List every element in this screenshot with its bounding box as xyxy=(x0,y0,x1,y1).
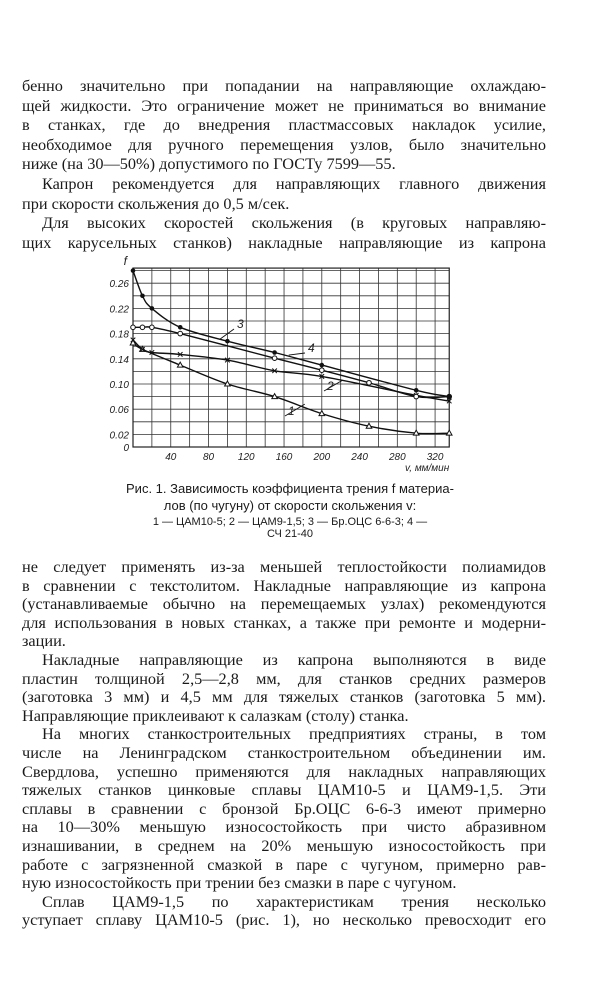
y-axis-label: f xyxy=(123,254,127,269)
text-line: уступает сплаву ЦАМ10-5 (рис. 1), но несколько превосходит его xyxy=(22,910,546,930)
data-point-open-circle xyxy=(320,368,325,373)
text-line: бенно значительно при попадании на направляющие охлаждаю- xyxy=(22,76,546,95)
x-tick-label: 40 xyxy=(165,452,177,463)
data-point-open-circle xyxy=(140,325,145,330)
text-line: щих карусельных станков) накладные направляющие из капрона xyxy=(22,232,546,252)
body-text-top xyxy=(22,76,546,252)
text-line: при скорости скольжения до 0,5 м/сек. xyxy=(22,193,290,213)
x-tick-label: 320 xyxy=(426,452,444,463)
data-point-open-circle xyxy=(178,331,183,336)
text-line: числе на Ленинградском станкостроительном объединении им. xyxy=(22,742,546,762)
data-point-triangle xyxy=(177,362,183,367)
text-line: на 10—30% меньшую износостойкость при чисто абразивном xyxy=(22,817,546,837)
data-point-filled-circle xyxy=(140,294,145,299)
y-tick-label: 0.14 xyxy=(109,354,129,366)
text-line: Накладные направляющие из капрона выполняются в виде xyxy=(42,649,546,669)
data-point-triangle xyxy=(446,430,452,435)
text-line: изнашивании, в среднем на 20% меньшую износостойкость при xyxy=(22,835,546,855)
x-tick-label: 80 xyxy=(202,452,215,463)
text-line: необходимое для ручного перемещения узлов, было значительно xyxy=(22,134,546,154)
x-axis-label: v, мм/мин xyxy=(405,463,450,474)
text-line: сплавы в сравнении с бронзой Бр.ОЦС 6-6-3 имеют примерно xyxy=(22,798,546,818)
friction-chart xyxy=(95,248,495,483)
curve-label-4: 4 xyxy=(308,341,315,355)
y-tick-label: 0.18 xyxy=(109,329,129,341)
y-tick-label: 0.06 xyxy=(109,405,129,417)
data-point-filled-circle xyxy=(225,339,230,344)
x-tick-label: 120 xyxy=(237,452,255,463)
text-line: (заготовка 3 мм) и 4,5 мм для тяжелых станков (заготовка 5 мм). xyxy=(22,687,546,707)
data-point-filled-circle xyxy=(320,363,325,368)
data-point-filled-circle xyxy=(178,325,183,330)
text-line: не следует применять из-за меньшей теплостойкости полиамидов xyxy=(22,557,546,576)
text-line: зации. xyxy=(22,631,66,651)
data-point-filled-circle xyxy=(150,306,155,311)
text-line: ную износостойкость при трении без смазки в паре с чугуном. xyxy=(22,873,457,893)
data-point-triangle xyxy=(319,411,325,416)
curve-label-leader xyxy=(220,329,234,339)
x-tick-label: 160 xyxy=(275,452,293,463)
caption-line-1: Рис. 1. Зависимость коэффициента трения f материа- xyxy=(126,481,454,496)
y-tick-label: 0 xyxy=(123,443,129,454)
text-line: тяжелых станков цинковые сплавы ЦАМ10-5 и ЦАМ9-1,5. Эти xyxy=(22,780,546,800)
text-line: Для высоких скоростей скольжения (в круговых направляю- xyxy=(42,213,546,233)
y-tick-label: 0.02 xyxy=(109,430,129,442)
data-point-open-circle xyxy=(150,325,155,330)
y-tick-label: 0.10 xyxy=(109,380,129,391)
x-tick-label: 200 xyxy=(313,452,331,463)
x-tick-label: 240 xyxy=(351,452,368,463)
curve-label-2: 2 xyxy=(327,379,334,393)
curve-label-1: 1 xyxy=(288,404,295,418)
data-point-open-circle xyxy=(272,356,277,361)
text-line: щей жидкости. Это ограничение может не приниматься во внимание xyxy=(22,95,546,115)
y-tick-label: 0.26 xyxy=(109,279,129,291)
data-point-triangle xyxy=(366,423,372,428)
text-line: в сравнении с текстолитом. Накладные направляющие из капрона xyxy=(22,575,546,595)
text-line: пластин толщиной 2,5—2,8 мм, для станков средних размеров xyxy=(22,668,546,688)
data-point-filled-circle xyxy=(414,388,419,393)
data-point-open-circle xyxy=(414,394,419,399)
text-line: работе с загрязненной смазкой в паре с чугуном, примерно рав- xyxy=(22,854,546,874)
legend-line-2: СЧ 21-40 xyxy=(266,528,314,540)
data-point-open-circle xyxy=(131,325,136,330)
text-line: ниже (на 30—50%) допустимого по ГОСТу 7599—55. xyxy=(22,154,396,174)
legend-line-1: 1 — ЦАМ10-5; 2 — ЦАМ9-1,5; 3 — Бр.ОЦС 6-6-3; 4 — xyxy=(152,516,428,528)
x-tick-label: 280 xyxy=(388,452,406,463)
text-line: Направляющие приклеивают к салазкам (столу) станка. xyxy=(22,705,409,725)
data-point-triangle xyxy=(225,381,231,386)
body-text-bottom xyxy=(22,558,546,930)
text-line: На многих станкостроительных предприятиях страны, в том xyxy=(42,724,546,744)
figure-caption xyxy=(100,480,480,540)
y-tick-label: 0.22 xyxy=(109,304,129,316)
data-point-triangle xyxy=(413,430,419,435)
caption-line-2: лов (по чугуну) от скорости скольжения v: xyxy=(163,498,417,513)
text-line: (устанавливаемые обычно на перемещаемых узлах) рекомендуются xyxy=(22,594,546,614)
text-line: Сплав ЦАМ9-1,5 по характеристикам трения несколько xyxy=(42,891,546,911)
text-line: для использования в новых станках, а также при ремонте и модерни- xyxy=(22,612,546,632)
text-line: в станках, где до внедрения пластмассовых накладок усилие, xyxy=(22,115,546,135)
data-point-filled-circle xyxy=(272,350,277,355)
text-line: Капрон рекомендуется для направляющих главного движения xyxy=(42,173,546,193)
curve-label-3: 3 xyxy=(237,317,244,331)
data-point-filled-circle xyxy=(447,394,452,399)
data-point-filled-circle xyxy=(131,268,136,273)
text-line: Свердлова, успешно применяются для накладных направляющих xyxy=(22,761,546,781)
series-line-2 xyxy=(133,340,449,401)
data-point-triangle xyxy=(272,394,278,399)
data-point-open-circle xyxy=(367,380,372,385)
